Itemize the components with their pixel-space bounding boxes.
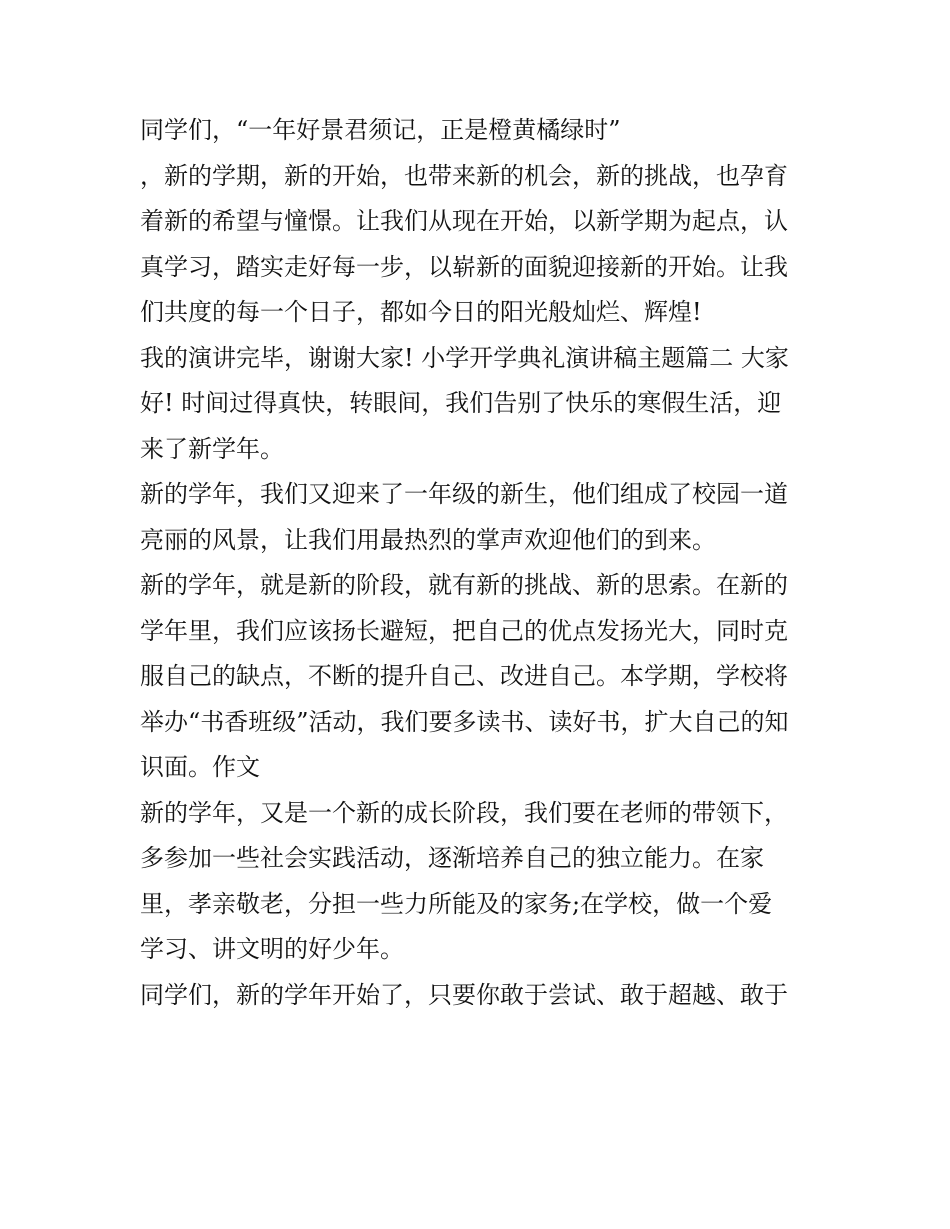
text-line: 同学们，新的学年开始了，只要你敢于尝试、敢于超越、敢于: [140, 980, 788, 1009]
text-line: 举办“书香班级”活动，我们要多读书、读好书，扩大自己的知: [140, 707, 789, 736]
text-line: 亮丽的风景，让我们用最热烈的掌声欢迎他们的到来。: [140, 525, 716, 554]
text-line: 真学习，踏实走好每一步，以崭新的面貌迎接新的开始。让我: [140, 252, 788, 281]
text-line: 着新的希望与憧憬。让我们从现在开始，以新学期为起点，认: [140, 207, 788, 235]
text-line: 新的学年，我们又迎来了一年级的新生，他们组成了校园一道: [140, 480, 788, 508]
text-line: 同学们，“一年好景君须记，正是橙黄橘绿时”: [140, 116, 621, 144]
text-line: 识面。作文: [140, 753, 260, 781]
text-line: ，新的学期，新的开始，也带来新的机会，新的挑战，也孕育: [140, 161, 788, 190]
text-line: 好! 时间过得真快，转眼间，我们告别了快乐的寒假生活，迎: [140, 389, 782, 417]
text-line: 多参加一些社会实践活动，逐渐培养自己的独立能力。在家: [140, 844, 764, 872]
text-line: 学年里，我们应该扬长避短，把自己的优点发扬光大，同时克: [140, 616, 788, 645]
text-line: 服自己的缺点，不断的提升自己、改进自己。本学期，学校将: [140, 662, 788, 690]
speech-text-body: [140, 108, 820, 1018]
text-line: 新的学年，就是新的阶段，就有新的挑战、新的思索。在新的: [140, 571, 788, 599]
text-line: 我的演讲完毕，谢谢大家! 小学开学典礼演讲稿主题篇二 大家: [140, 343, 789, 372]
text-line: 们共度的每一个日子，都如今日的阳光般灿烂、辉煌!: [140, 298, 702, 326]
text-line: 来了新学年。: [140, 434, 284, 463]
text-line: 新的学年，又是一个新的成长阶段，我们要在老师的带领下，: [140, 798, 788, 827]
text-line: 学习、讲文明的好少年。: [140, 935, 404, 963]
text-line: 里，孝亲敬老，分担一些力所能及的家务;在学校，做一个爱: [140, 889, 773, 918]
